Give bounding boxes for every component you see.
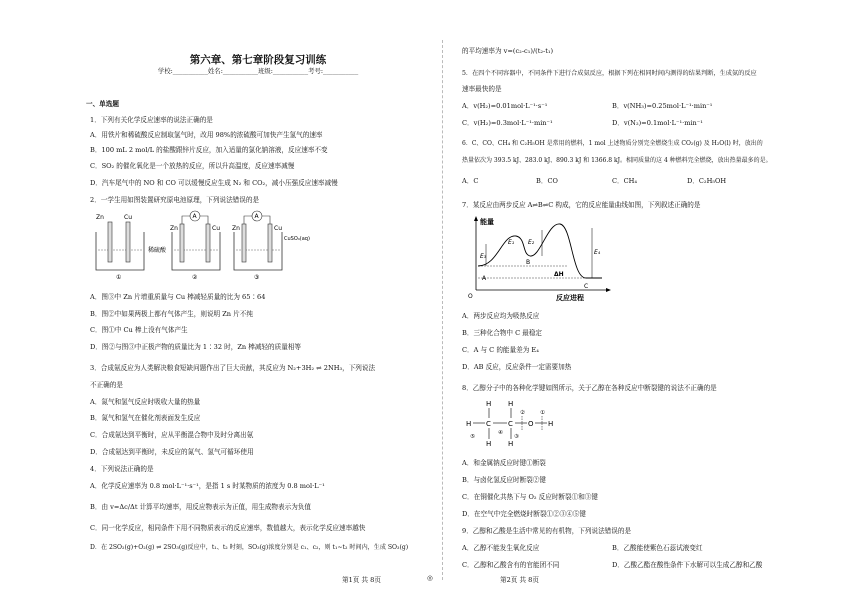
q1-option-b: B．100 mL 2 mol/L 的盐酸跟锌片反应，加入适量的氯化钠溶液，反应速率不变: [90, 146, 328, 154]
q2-option-b: B．图②中如果两极上都有气体产生，则说明 Zn 片不纯: [90, 310, 253, 318]
q1-option-d: D．汽车尾气中的 NO 和 CO 可以缓慢反应生成 N₂ 和 CO₂，减小压强反应速率减慢: [90, 179, 338, 187]
q5-option-b: B．v(NH₃)=0.25mol·L⁻¹·min⁻¹: [612, 102, 713, 110]
cell2-zn-label: Zn: [170, 225, 178, 232]
cell3-number: ③: [254, 274, 260, 281]
cell3-zn-label: Zn: [232, 225, 240, 232]
q8-option-c: C．在铜催化共热下与 O₂ 反应时断裂①和③键: [462, 493, 598, 501]
q1-option-c: C．SO₂ 的催化氧化是一个放热的反应，所以升高温度，反应速率减慢: [90, 162, 295, 170]
q5-stem-cont: 速率最快的是: [462, 85, 502, 93]
q6-stem: 6．C、CO、CH₄ 和 C₂H₅OH 是常用的燃料，1 mol 上述物质分别完全燃烧生成 CO₂(g) 及 H₂O(l) 时，放出的: [462, 140, 763, 147]
q9-option-c: C．乙醇和乙酸含有的官能团不同: [462, 561, 560, 569]
column-divider: [442, 40, 443, 580]
q4-option-d-cont: 的平均速率为 v=(c₂-c₁)/(t₂-t₁): [462, 47, 554, 55]
origin-label: O: [468, 293, 473, 300]
q5-option-d: D．v(N₂)=0.1mol·L⁻¹·min⁻¹: [612, 119, 703, 127]
q3-option-a: A．氮气和氢气反应时吸收大量的热量: [90, 398, 201, 406]
q3-option-c: C．合成氨达到平衡时，应从平衡混合物中及时分离出氨: [90, 431, 254, 439]
q7-option-d: D．AB 反应，反应条件一定需要加热: [462, 363, 572, 371]
atom-h-left: H: [466, 420, 472, 428]
q8-option-b: B．与卤化氢反应时断裂②键: [462, 476, 546, 484]
energy-axis-label: 能量: [480, 218, 494, 226]
q8-stem: 8．乙醇分子中的各种化学键如图所示，关于乙醇在各种反应中断裂键的说法不正确的是: [462, 384, 717, 392]
cell3-ammeter-label: A: [254, 213, 259, 221]
q1-option-a: A．用铁片和稀硫酸反应制取氢气时，改用 98%的浓硫酸可加快产生氢气的速率: [90, 131, 323, 139]
q6-option-a: A．C: [462, 177, 479, 185]
e2-label: E₂: [528, 239, 535, 246]
atom-h-right: H: [548, 420, 554, 428]
q7-option-b: B．三种化合物中 C 最稳定: [462, 329, 543, 337]
bond-4-label: ④: [498, 430, 503, 436]
cell1-solution-label: 稀硫酸: [148, 247, 167, 254]
q4-option-d: D．在 2SO₂(g)+O₂(g) ⇌ 2SO₃(g)反应中，t₁、t₂ 时刻，SO₃(g)浓度分别是 c₁、c₂，则 t₁~t₂ 时间内，生成 SO₃(g): [90, 544, 409, 551]
q3-stem: 3．合成氨反应为人类解决粮食短缺问题作出了巨大贡献，其反应为 N₂+3H₂ ⇌ 2NH₃，下列说法: [90, 364, 376, 372]
q5-stem: 5．在四个不同容器中，不同条件下进行合成氨反应，根据下列在相同时间内测得的结果判断，生成氨的反应: [462, 70, 757, 77]
q8-option-a: A．和金属钠反应时键①断裂: [462, 459, 546, 467]
q4-option-b: B．由 v=Δc/Δt 计算平均速率，用反应物表示为正值，用生成物表示为负值: [90, 503, 311, 511]
cell2-cu-label: Cu: [212, 225, 220, 232]
q6-stem-cont: 热量依次为 393.5 kJ、283.0 kJ、890.3 kJ 和 1366.8 kJ。相同质量的这 4 种燃料完全燃烧，放出热量最多的是。: [462, 157, 772, 164]
page-title: 第六章、第七章阶段复习训练: [189, 54, 327, 66]
q9-option-b: B．乙酸能使紫色石蕊试液变红: [612, 544, 703, 552]
atom-c1: C: [486, 420, 491, 428]
footer-mark: ◎: [427, 574, 433, 582]
atom-h-top1: H: [486, 400, 492, 408]
q3-option-b: B．氮气和氢气在催化剂表面发生反应: [90, 414, 201, 422]
delta-h-label: ΔH: [554, 271, 564, 278]
q7-stem: 7．某反应由两步反应 A⇌B⇌C 构成，它的反应能量曲线如图，下列叙述正确的是: [462, 201, 701, 209]
q4-option-c: C．同一化学反应，相同条件下用不同物质表示的反应速率，数值越大，表示化学反应速率越快: [90, 524, 366, 532]
cell3-cu-label: Cu: [274, 225, 282, 232]
q2-galvanic-cell-figure: [92, 210, 310, 281]
point-b-label: B: [526, 259, 531, 266]
atom-o: O: [528, 420, 534, 428]
atom-h-bottom2: H: [508, 440, 514, 448]
atom-h-top2: H: [508, 400, 514, 408]
cell2-number: ②: [192, 274, 198, 281]
q3-stem-cont: 不正确的是: [90, 381, 123, 389]
point-a-label: A: [482, 275, 487, 282]
bond-2-label: ②: [520, 410, 525, 416]
q6-option-c: C．CH₄: [612, 177, 638, 185]
q2-option-d: D．图②与图③中正极产物的质量比为 1∶32 时，Zn 棒减轻的质量相等: [90, 343, 302, 351]
section-heading: 一、单选题: [86, 100, 119, 108]
q7-option-a: A．两步反应均为吸热反应: [462, 312, 540, 320]
atom-h-bottom1: H: [486, 440, 492, 448]
cell1-zn-label: Zn: [96, 214, 104, 221]
reaction-progress-label: 反应进程: [556, 294, 584, 302]
q4-option-a: A．化学反应速率为 0.8 mol·L⁻¹·s⁻¹，是指 1 s 时某物质的浓度为 0.8 mol·L⁻¹: [90, 482, 325, 490]
cell-1: [96, 214, 167, 281]
q9-stem: 9．乙醇和乙酸是生活中常见的有机物，下列说法错误的是: [462, 527, 632, 535]
page-number-right: 第2页 共 8页: [500, 576, 539, 584]
point-c-label: C: [584, 283, 589, 290]
page-number-left: 第1页 共 8页: [342, 576, 381, 584]
cell3-solution-label: CuSO₄(aq): [284, 236, 310, 242]
bond-3-label: ③: [514, 434, 519, 440]
cell-2: [170, 211, 220, 281]
q5-option-c: C．v(H₂)=0.3mol·L⁻¹·min⁻¹: [462, 119, 553, 127]
q6-option-d: D．C₂H₅OH: [687, 177, 727, 185]
q7-option-c: C．A 与 C 的能量差为 E₄: [462, 346, 539, 354]
q3-option-d: D．合成氨达到平衡时，未反应的氮气、氢气可循环使用: [90, 448, 254, 456]
q2-stem: 2．一学生用如图装置研究原电池原理，下列说法错误的是: [90, 196, 260, 204]
q5-option-a: A．v(H₂)=0.01mol·L⁻¹·s⁻¹: [462, 102, 548, 110]
q8-ethanol-structure: [464, 396, 574, 452]
bond-5-label: ⑤: [470, 434, 475, 440]
q9-option-a: A．乙醇不能发生氧化反应: [462, 544, 540, 552]
cell1-cu-label: Cu: [124, 214, 132, 221]
q2-option-c: C．图①中 Cu 棒上没有气体产生: [90, 326, 188, 334]
e4-label: E₄: [594, 249, 601, 256]
cell1-number: ①: [116, 274, 122, 281]
q4-stem: 4．下列说法正确的是: [90, 465, 154, 473]
q8-option-d: D．在空气中完全燃烧时断裂①②③④⑤键: [462, 510, 586, 518]
q6-option-b: B．CO: [536, 177, 558, 185]
q2-option-a: A．图③中 Zn 片增重质量与 Cu 棒减轻质量的比为 65∶64: [90, 293, 266, 301]
cell2-ammeter-label: A: [192, 213, 197, 221]
q1-stem: 1．下列有关化学反应速率的说法正确的是: [90, 116, 213, 124]
e1-label: E₁: [508, 239, 515, 246]
cell-3: [232, 211, 310, 281]
e3-label: E₃: [480, 253, 487, 260]
bond-1-label: ①: [540, 410, 545, 416]
atom-c2: C: [508, 420, 513, 428]
q9-option-d: D．乙酸乙酯在酸性条件下水解可以生成乙醇和乙酸: [612, 561, 763, 569]
q7-energy-diagram: [468, 214, 618, 302]
student-info-line: 学校:___________姓名:___________班级:___________考号:___________: [157, 67, 359, 75]
